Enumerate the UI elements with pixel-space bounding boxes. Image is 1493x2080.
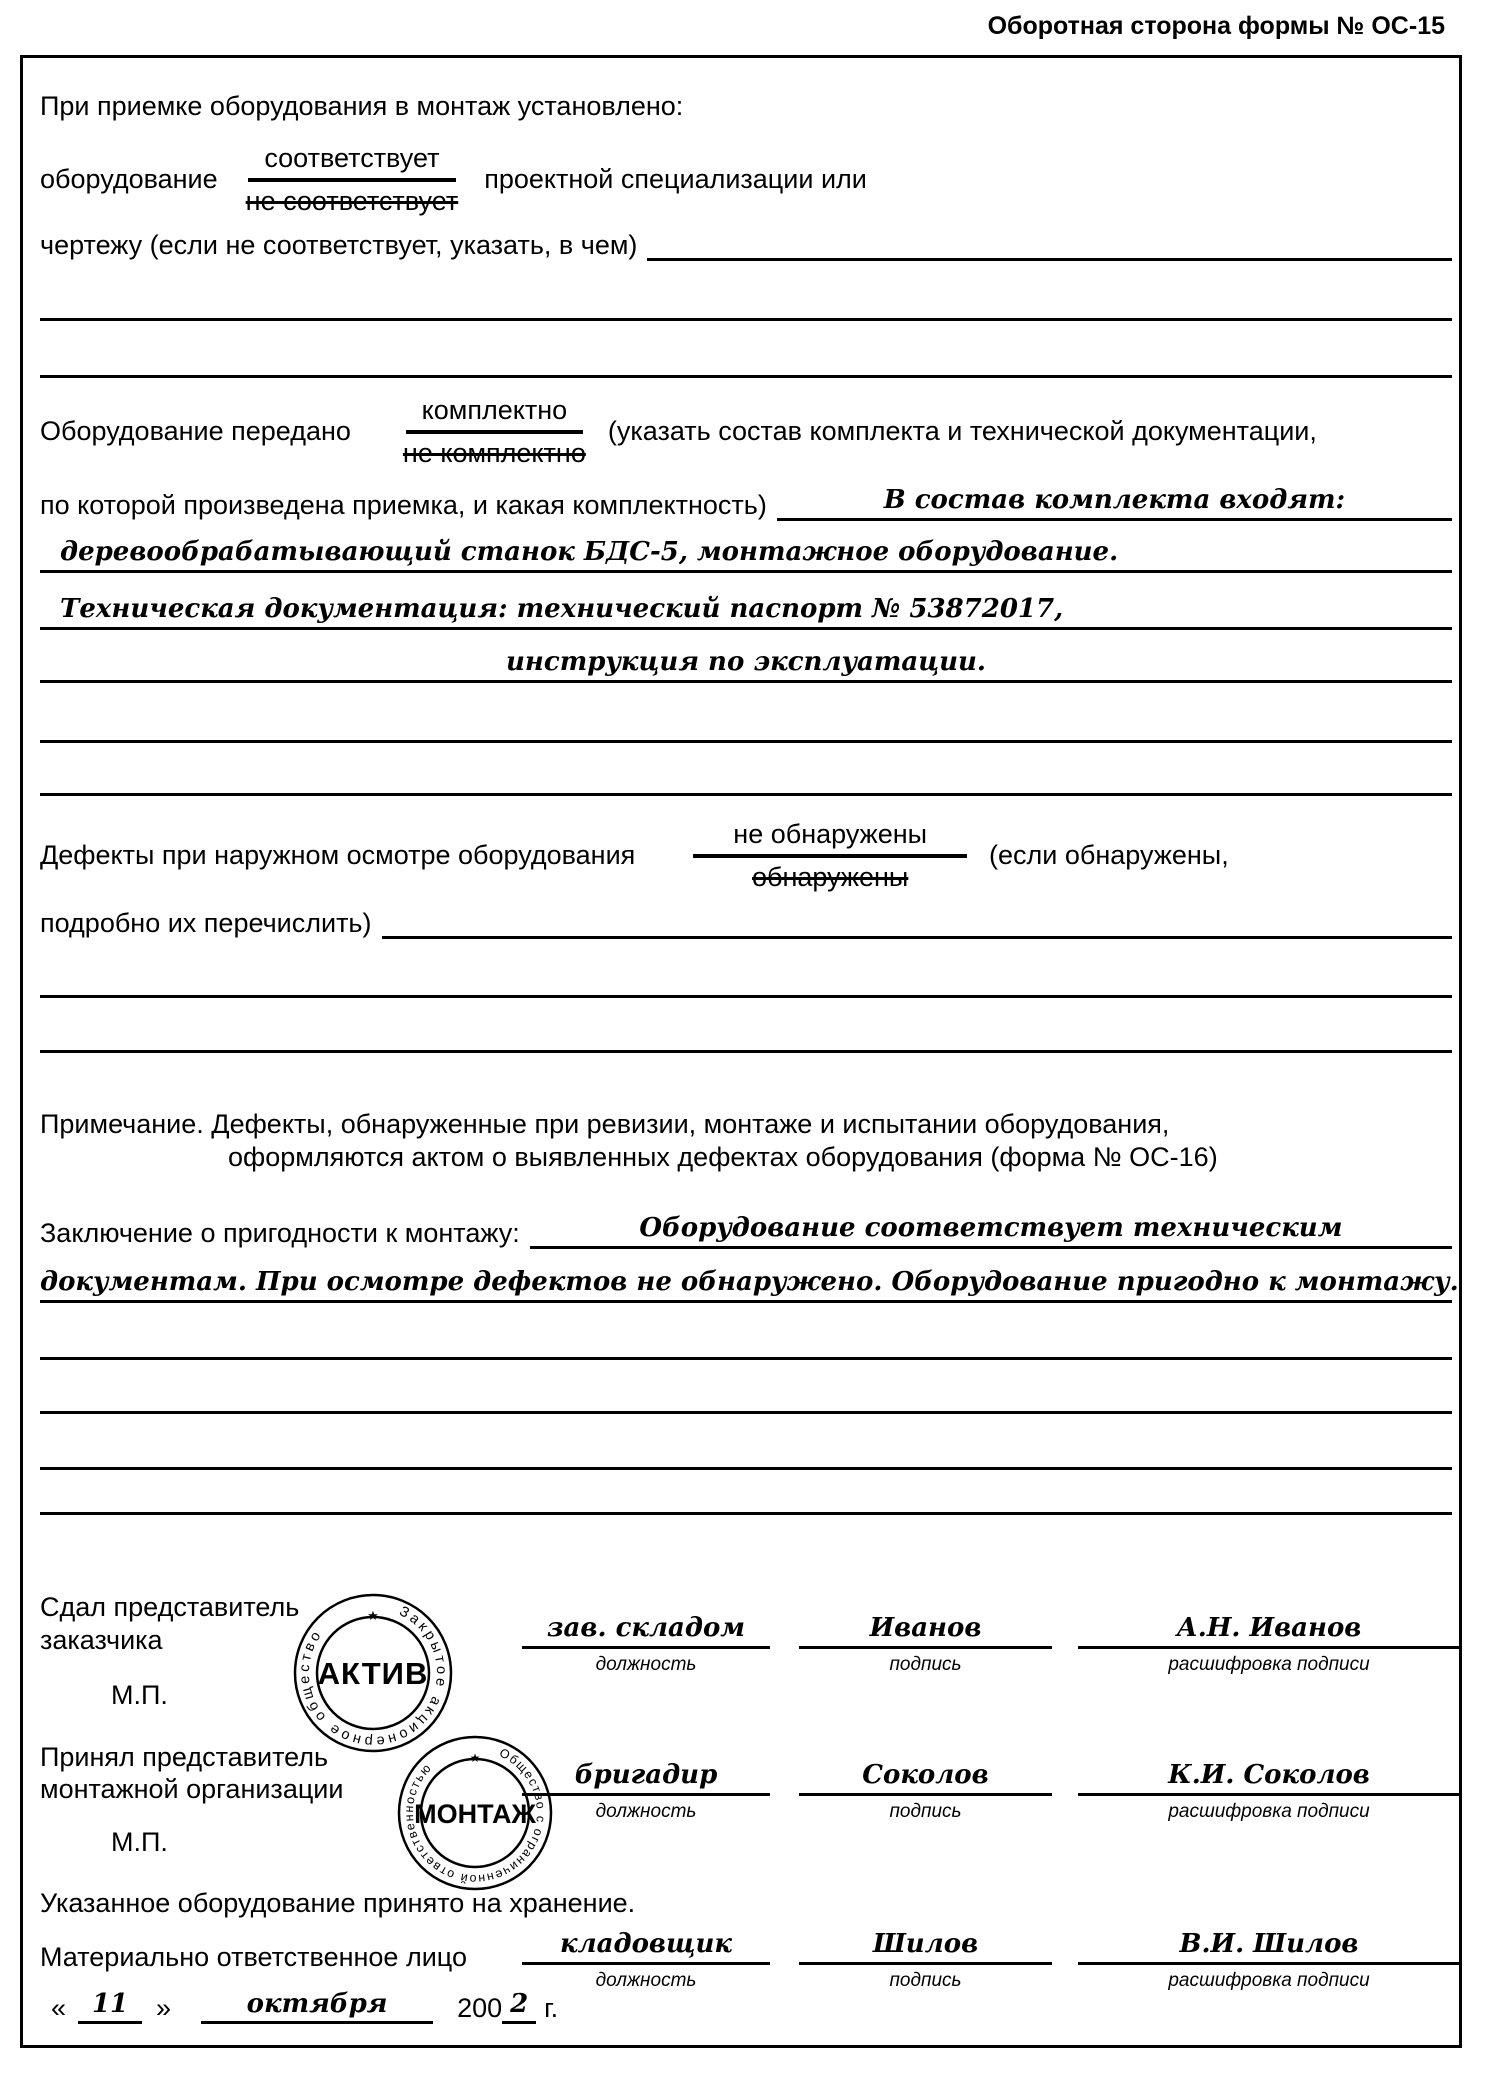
handed-position-value: зав. складом bbox=[522, 1614, 770, 1649]
signature-label: подпись bbox=[889, 1653, 962, 1675]
defects-continuation-row bbox=[40, 908, 1452, 939]
transfer-option-struck: не комплектно bbox=[402, 438, 586, 468]
responsible-position-value: кладовщик bbox=[522, 1930, 770, 1965]
fullname-label: расшифровка подписи bbox=[1168, 1653, 1370, 1675]
transfer-continuation: по которой произведена приемка, и какая комплектность) bbox=[40, 489, 767, 520]
docs-entry-line bbox=[40, 595, 1452, 630]
transfer-options bbox=[403, 395, 586, 469]
blank-line bbox=[40, 1467, 1452, 1470]
form-side-note: Оборотная сторона формы № ОС-15 bbox=[987, 12, 1445, 40]
date-century: 200 bbox=[457, 1992, 503, 2023]
ooo-montazh-stamp-icon bbox=[395, 1733, 555, 1893]
blank-line bbox=[40, 1050, 1452, 1053]
defects-option-struck: обнаружены bbox=[752, 862, 909, 892]
fullname-label: расшифровка подписи bbox=[1168, 1969, 1370, 1991]
defects-options bbox=[693, 819, 967, 893]
date-open-quote: « bbox=[51, 1992, 67, 2023]
defects-suffix: (если обнаружены, bbox=[989, 840, 1229, 871]
handed-signature-value: Иванов bbox=[799, 1614, 1052, 1649]
ooo-stamp-name: МОНТАЖ bbox=[414, 1799, 536, 1829]
signature-label: подпись bbox=[889, 1800, 962, 1822]
ooo-star-icon: ★ bbox=[469, 1751, 481, 1765]
conclusion-entry-text1: Оборудование соответствует техническим bbox=[639, 1213, 1343, 1243]
accepted-position-value: бригадир bbox=[522, 1761, 770, 1796]
docs-entry-text2: инструкция по эксплуатации. bbox=[506, 647, 986, 677]
handed-position-col bbox=[522, 1614, 770, 1676]
handed-fullname-value: А.Н. Иванов bbox=[1078, 1614, 1460, 1649]
transfer-option-selected: комплектно bbox=[406, 395, 584, 434]
position-label: должность bbox=[595, 1969, 697, 1991]
handed-signature-col bbox=[799, 1614, 1052, 1676]
handed-stamp-place-label: М.П. bbox=[111, 1680, 168, 1710]
kit-entry-text: деревообрабатывающий станок БДС-5, монтажное оборудование. bbox=[60, 537, 1119, 567]
date-row bbox=[51, 1988, 558, 2024]
position-label: должность bbox=[595, 1800, 697, 1822]
kit-entry-header-line bbox=[777, 486, 1452, 521]
responsible-position-col bbox=[522, 1930, 770, 1992]
drawing-clause-row bbox=[40, 230, 1452, 261]
kit-entry-line bbox=[40, 538, 1452, 573]
docs-entry-line2 bbox=[40, 648, 1452, 683]
conclusion-entry-line1 bbox=[530, 1214, 1452, 1249]
zao-aktiv-stamp-icon bbox=[291, 1591, 455, 1755]
compliance-option-selected: соответствует bbox=[248, 143, 455, 182]
compliance-option-struck: не соответствует bbox=[245, 186, 459, 216]
date-year-digit: 2 bbox=[502, 1990, 536, 2024]
defects-prefix: Дефекты при наружном осмотре оборудования bbox=[40, 840, 636, 871]
accepted-position-col bbox=[522, 1761, 770, 1823]
accepted-fullname-value: К.И. Соколов bbox=[1078, 1761, 1460, 1796]
blank-line bbox=[40, 375, 1452, 378]
fullname-label: расшифровка подписи bbox=[1168, 1800, 1370, 1822]
defects-row bbox=[40, 818, 1229, 892]
blank-line bbox=[40, 1512, 1452, 1515]
accepted-signature-value: Соколов bbox=[799, 1761, 1052, 1796]
conclusion-label: Заключение о пригодности к монтажу: bbox=[40, 1217, 520, 1248]
conclusion-entry-line2 bbox=[40, 1267, 1459, 1303]
blank-line bbox=[382, 928, 1453, 939]
ooo-montazh-stamp bbox=[395, 1733, 555, 1898]
responsible-fullname-col bbox=[1078, 1930, 1460, 1992]
note-line1: Примечание. Дефекты, обнаруженные при ревизии, монтаже и испытании оборудования, bbox=[40, 1109, 1170, 1139]
compliance-row bbox=[40, 142, 867, 216]
blank-line bbox=[40, 1411, 1452, 1414]
ooo-ring-text: Общество с ограниченной ответственностью bbox=[401, 1745, 548, 1887]
form-box bbox=[20, 55, 1462, 2048]
storage-statement: Указанное оборудование принято на хранение. bbox=[40, 1888, 636, 1918]
transfer-prefix: Оборудование передано bbox=[40, 416, 351, 447]
compliance-options bbox=[246, 143, 459, 217]
defects-continuation: подробно их перечислить) bbox=[40, 908, 372, 938]
responsible-signature-value: Шилов bbox=[799, 1930, 1052, 1965]
zao-ring-text: Закрытое акционерное общество bbox=[296, 1603, 450, 1750]
accepted-role-line1: Принял представитель bbox=[40, 1742, 329, 1772]
intro-statement: При приемке оборудования в монтаж установлено: bbox=[40, 91, 684, 121]
conclusion-entry-text2: документам. При осмотре дефектов не обнаружено. Оборудование пригодно к монтажу. bbox=[40, 1267, 1459, 1297]
responsible-fullname-value: В.И. Шилов bbox=[1078, 1930, 1460, 1965]
transfer-row bbox=[40, 394, 1317, 468]
blank-line bbox=[40, 740, 1452, 743]
blank-line bbox=[40, 793, 1452, 796]
date-month: октября bbox=[201, 1990, 433, 2024]
handed-role-line1: Сдал представитель bbox=[40, 1592, 300, 1622]
position-label: должность bbox=[595, 1653, 697, 1675]
blank-line bbox=[647, 250, 1452, 261]
responsible-label: Материально ответственное лицо bbox=[40, 1942, 467, 1972]
handed-fullname-col bbox=[1078, 1614, 1460, 1676]
signature-label: подпись bbox=[889, 1969, 962, 1991]
responsible-signature-col bbox=[799, 1930, 1052, 1992]
note-block bbox=[40, 1108, 1218, 1174]
date-day: 11 bbox=[78, 1990, 142, 2024]
drawing-clause-label: чертежу (если не соответствует, указать, в чем) bbox=[40, 230, 638, 260]
date-year-suffix: г. bbox=[544, 1992, 559, 2023]
transfer-continuation-row bbox=[40, 486, 1452, 521]
accepted-fullname-col bbox=[1078, 1761, 1460, 1823]
defects-option-selected: не обнаружены bbox=[693, 819, 967, 858]
blank-line bbox=[40, 318, 1452, 321]
handed-role-line2: заказчика bbox=[40, 1625, 163, 1655]
conclusion-row bbox=[40, 1214, 1452, 1249]
compliance-suffix: проектной специализации или bbox=[484, 164, 867, 195]
blank-line bbox=[40, 995, 1452, 998]
note-line2: оформляются актом о выявленных дефектах оборудования (форма № ОС-16) bbox=[228, 1141, 1218, 1172]
kit-entry-header: В состав комплекта входят: bbox=[883, 485, 1346, 515]
compliance-prefix: оборудование bbox=[40, 164, 218, 195]
zao-stamp-name: АКТИВ bbox=[317, 1656, 429, 1691]
accepted-stamp-place-label: М.П. bbox=[111, 1827, 168, 1857]
accepted-role-line2: монтажной организации bbox=[40, 1774, 344, 1804]
transfer-suffix: (указать состав комплекта и технической документации, bbox=[607, 416, 1317, 447]
blank-line bbox=[40, 1357, 1452, 1360]
docs-entry-text: Техническая документация: технический паспорт № 53872017, bbox=[60, 594, 1064, 624]
zao-star-icon: ★ bbox=[367, 1608, 379, 1623]
accepted-signature-col bbox=[799, 1761, 1052, 1823]
date-close-quote: » bbox=[156, 1992, 172, 2023]
